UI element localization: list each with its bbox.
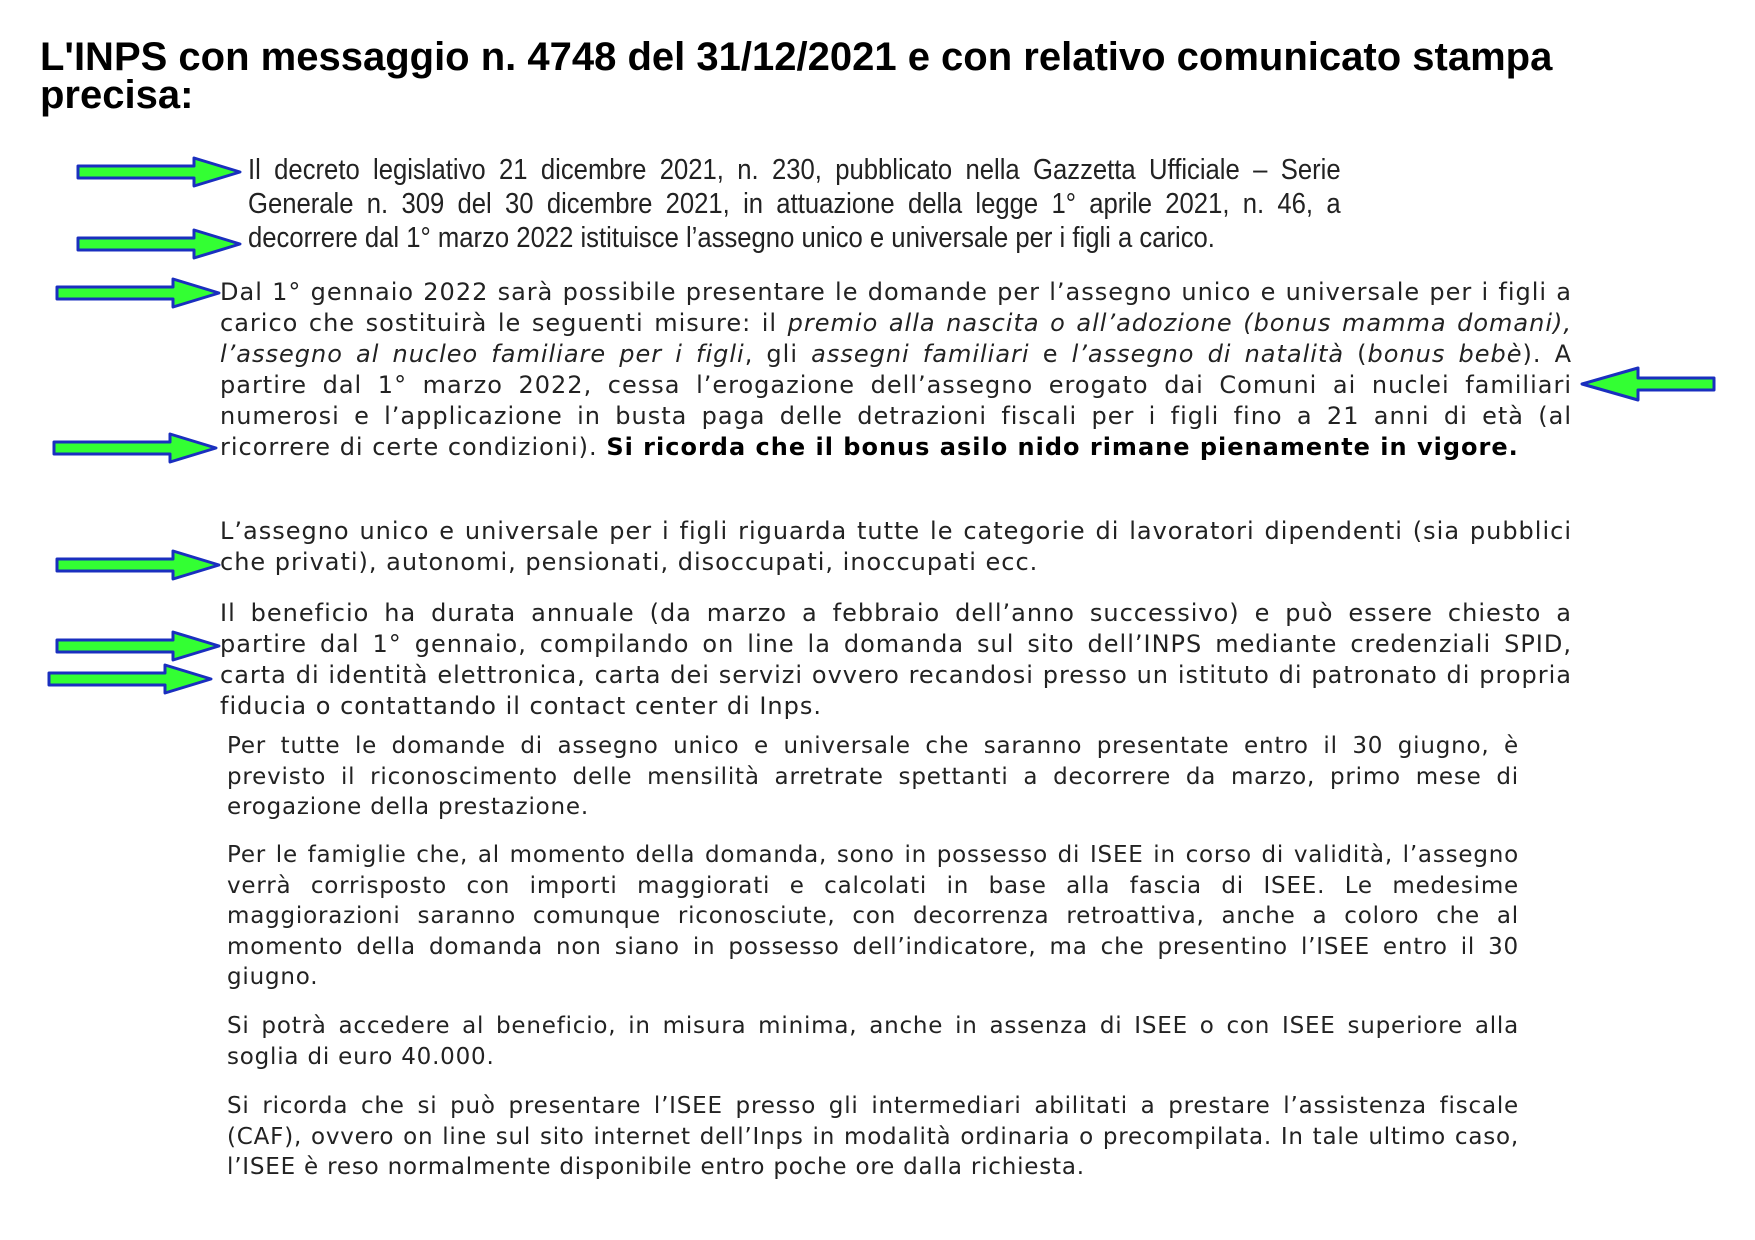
paragraph-duration: Il beneficio ha durata annuale (da marzo a febbraio dell’anno successivo) e può essere chiesto a partire dal 1° gennaio, compilando on line la domanda sul sito dell’INPS mediante credenziali SPID, carta di identità elettronica, carta dei servizi ovvero recandosi presso un istituto di patronato di propria fiducia o contattando il contact center di Inps. [220, 599, 1572, 720]
arrow-right-icon [55, 630, 223, 662]
arrow-right-icon [76, 228, 244, 260]
arrow-right-icon [76, 156, 244, 188]
arrow-right-icon [55, 549, 223, 581]
paragraph-measures [220, 277, 1572, 463]
paragraph-isee-families: Per le famiglie che, al momento della domanda, sono in possesso di ISEE in corso di validità, l’assegno verrà corrisposto con importi maggiorati e calcolati in base alla fascia di ISEE. Le medesime maggiorazioni saranno comunque riconosciute, con decorrenza retroattiva, anche a coloro che al momento della domanda non siano in possesso dell’indicatore, ma che presentino l’ISEE entro il 30 giugno. [227, 842, 1519, 990]
text-segment: ( [1344, 340, 1368, 368]
italic-segment: l’assegno di natalità [1071, 340, 1345, 368]
paragraph-categories: L’assegno unico e universale per i figli riguarda tutte le categorie di lavoratori dipendenti (sia pubblici che privati), autonomi, pensionati, disoccupati, inoccupati ecc. [220, 517, 1572, 576]
paragraph-arrears: Per tutte le domande di assegno unico e universale che saranno presentate entro il 30 giugno, è previsto il riconoscimento delle mensilità arretrate spettanti a decorrere da marzo, primo mese di erogazione della prestazione. [227, 733, 1519, 820]
italic-segment: bonus bebè [1367, 340, 1523, 368]
bold-segment: Si ricorda che il bonus asilo nido rimane pienamente in vigore. [606, 433, 1519, 461]
arrow-right-icon [55, 277, 223, 309]
paragraph-decree: Il decreto legislativo 21 dicembre 2021, n. 230, pubblicato nella Gazzetta Ufficiale – Serie Generale n. 309 del 30 dicembre 2021, in attuazione della legge 1° aprile 2021, n. 46, a decorrere dal 1° marzo 2022 istituisce l’assegno unico e universale per i figli a carico. [248, 154, 1341, 254]
text-segment: , gli [744, 340, 812, 368]
paragraph-minimum: Si potrà accedere al beneficio, in misura minima, anche in assenza di ISEE o con ISEE superiore alla soglia di euro 40.000. [227, 1013, 1519, 1070]
arrow-right-icon [47, 663, 215, 695]
page-title: L'INPS con messaggio n. 4748 del 31/12/2021 e con relativo comunicato stampa precisa: [40, 35, 1553, 117]
text-segment: e [1029, 340, 1072, 368]
paragraph-isee-caf: Si ricorda che si può presentare l’ISEE presso gli intermediari abilitati a prestare l’assistenza fiscale (CAF), ovvero on line sul sito internet dell’Inps in modalità ordinaria o precompilata. In tale ultimo caso, l’ISEE è reso normalmente disponibile entro poche ore dalla richiesta. [227, 1093, 1519, 1180]
arrow-left-icon [1578, 366, 1716, 402]
text-segment: Dal 1° gennaio 2022 sarà possibile presentare le domande per l’assegno unico e universale per i figli a carico che sostituirà le seguenti misure: il [220, 278, 1572, 337]
text-segment: ). A partire dal 1° marzo 2022, cessa l’erogazione dell’assegno erogato dai Comuni ai nuclei familiari numerosi e l’applicazione in busta paga delle detrazioni fiscali per i figli fino a 21 anni di età (al ricorrere di certe condizioni). [220, 340, 1572, 461]
italic-segment: assegni familiari [811, 340, 1030, 368]
italic-segment: premio alla nascita o all’adozione (bonus mamma domani), l’assegno al nucleo familiare per i figli [220, 309, 1572, 368]
arrow-right-icon [52, 432, 220, 464]
